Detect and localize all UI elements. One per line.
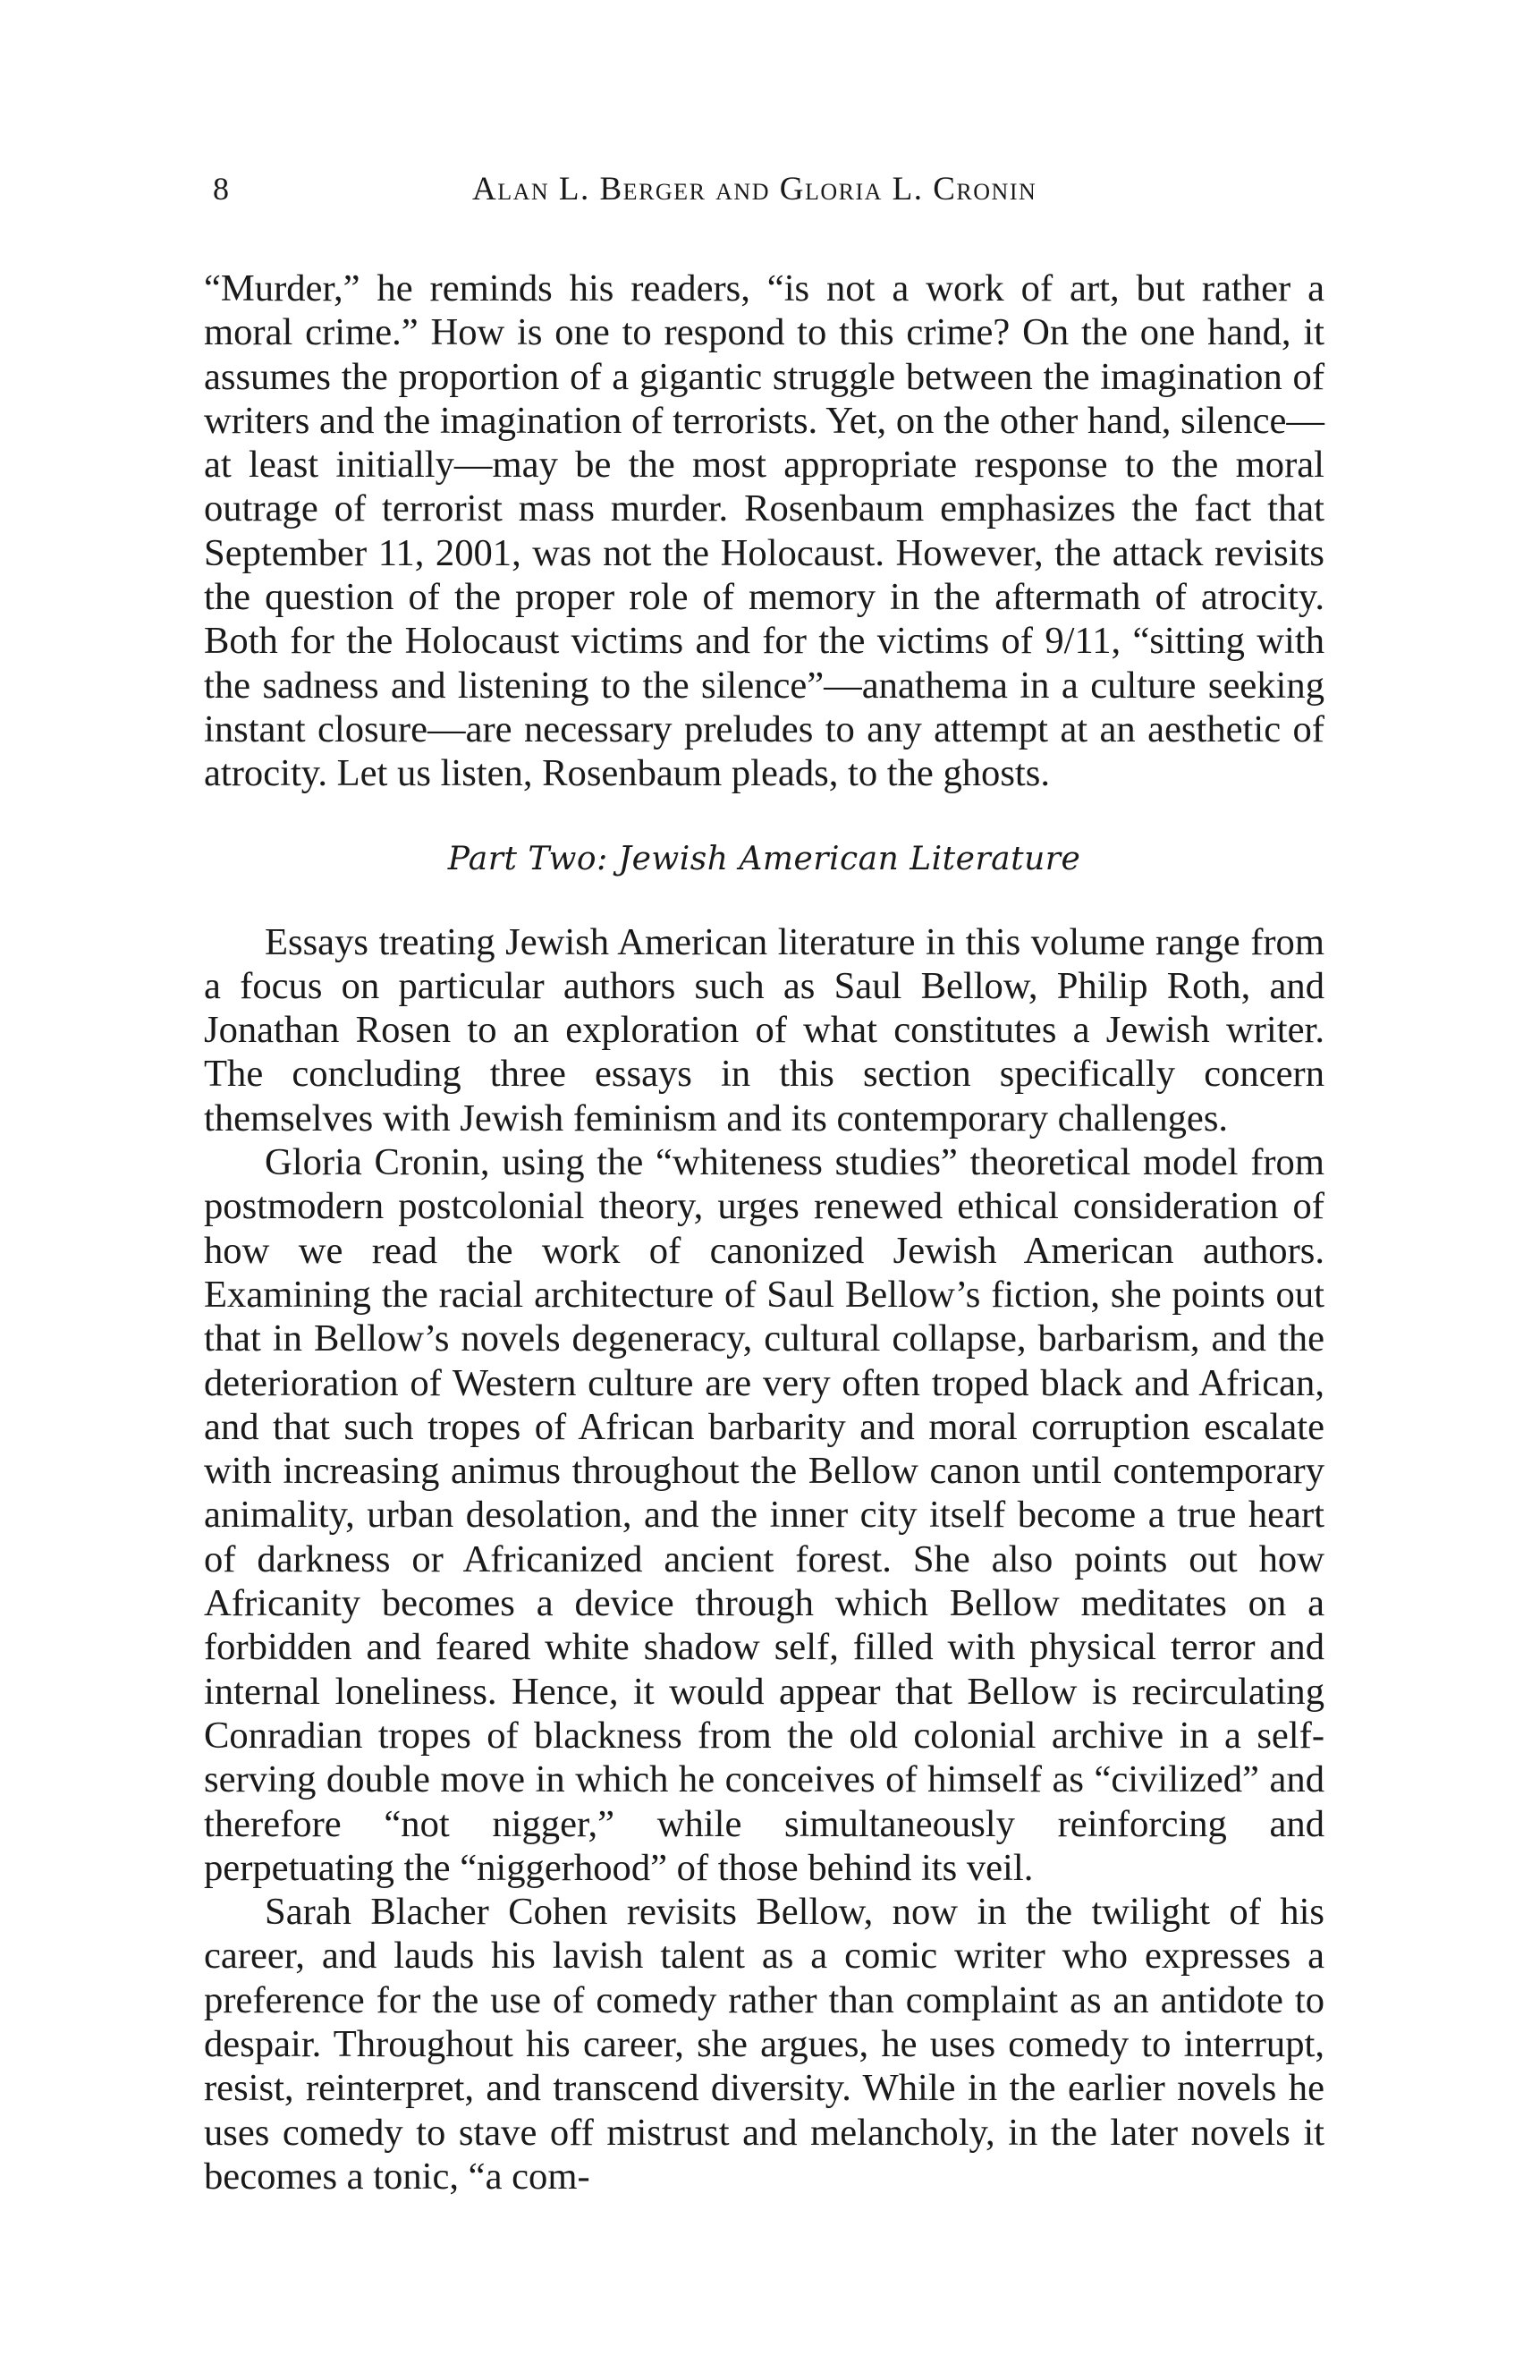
- body-text: [204, 267, 1324, 2198]
- paragraph: Gloria Cronin, using the “whiteness studies” theoretical model from postmodern postcolonial theory, urges renewed ethical consideration of how we read the work of canonized Jewish American authors. Examining the racial architecture of Saul Bellow’s fiction, she points out that in Bellow’s novels degeneracy, cultural collapse, barbarism, and the deterioration of Western culture are very often troped black and African, and that such tropes of African barbarity and moral corruption escalate with increasing animus throughout the Bellow canon until contemporary animality, urban desolation, and the inner city itself become a true heart of darkness or Africanized ancient forest. She also points out how Africanity becomes a device through which Bellow meditates on a forbidden and feared white shadow self, filled with physical terror and internal loneliness. Hence, it would appear that Bellow is recirculating Conradian tropes of blackness from the old colonial archive in a self-serving double move in which he conceives of himself as “civilized” and therefore “not nigger,” while simultaneously reinforcing and perpetuating the “niggerhood” of those behind its veil.: [204, 1141, 1324, 1889]
- paragraph: Essays treating Jewish American literature in this volume range from a focus on particular authors such as Saul Bellow, Philip Roth, and Jonathan Rosen to an exploration of what constitutes a Jewish writer. The concluding three essays in this section specifically concern themselves with Jewish feminism and its contemporary challenges.: [204, 920, 1324, 1139]
- section-heading: Part Two: Jewish American Literature: [447, 840, 1081, 877]
- page-number: 8: [213, 171, 229, 207]
- paragraph: Sarah Blacher Cohen revisits Bellow, now in the twilight of his career, and lauds his lavish talent as a comic writer who expresses a preference for the use of comedy rather than complaint as an antidote to despair. Throughout his career, she argues, he uses comedy to interrupt, resist, reinterpret, and transcend diversity. While in the earlier novels he uses comedy to stave off mistrust and melancholy, in the later novels it becomes a tonic, “a com-: [204, 1891, 1324, 2198]
- running-title: Alan L. Berger and Gloria L. Cronin: [472, 171, 1037, 208]
- running-head: [213, 170, 1328, 215]
- paragraph-continued: “Murder,” he reminds his readers, “is not a work of art, but rather a moral crime.” How is one to respond to this crime? On the one hand, it assumes the proportion of a gigantic struggle between the imagination of writers and the imagination of terrorists. Yet, on the other hand, silence—at least initially—may be the most appropriate response to the moral outrage of terrorist mass murder. Rosenbaum emphasizes the fact that September 11, 2001, was not the Holocaust. However, the attack revisits the question of the proper role of memory in the aftermath of atrocity. Both for the Holocaust victims and for the victims of 9/11, “sitting with the sadness and listening to the silence”—anathema in a culture seeking instant closure—are necessary preludes to any attempt at an aesthetic of atrocity. Let us listen, Rosenbaum pleads, to the ghosts.: [204, 267, 1324, 795]
